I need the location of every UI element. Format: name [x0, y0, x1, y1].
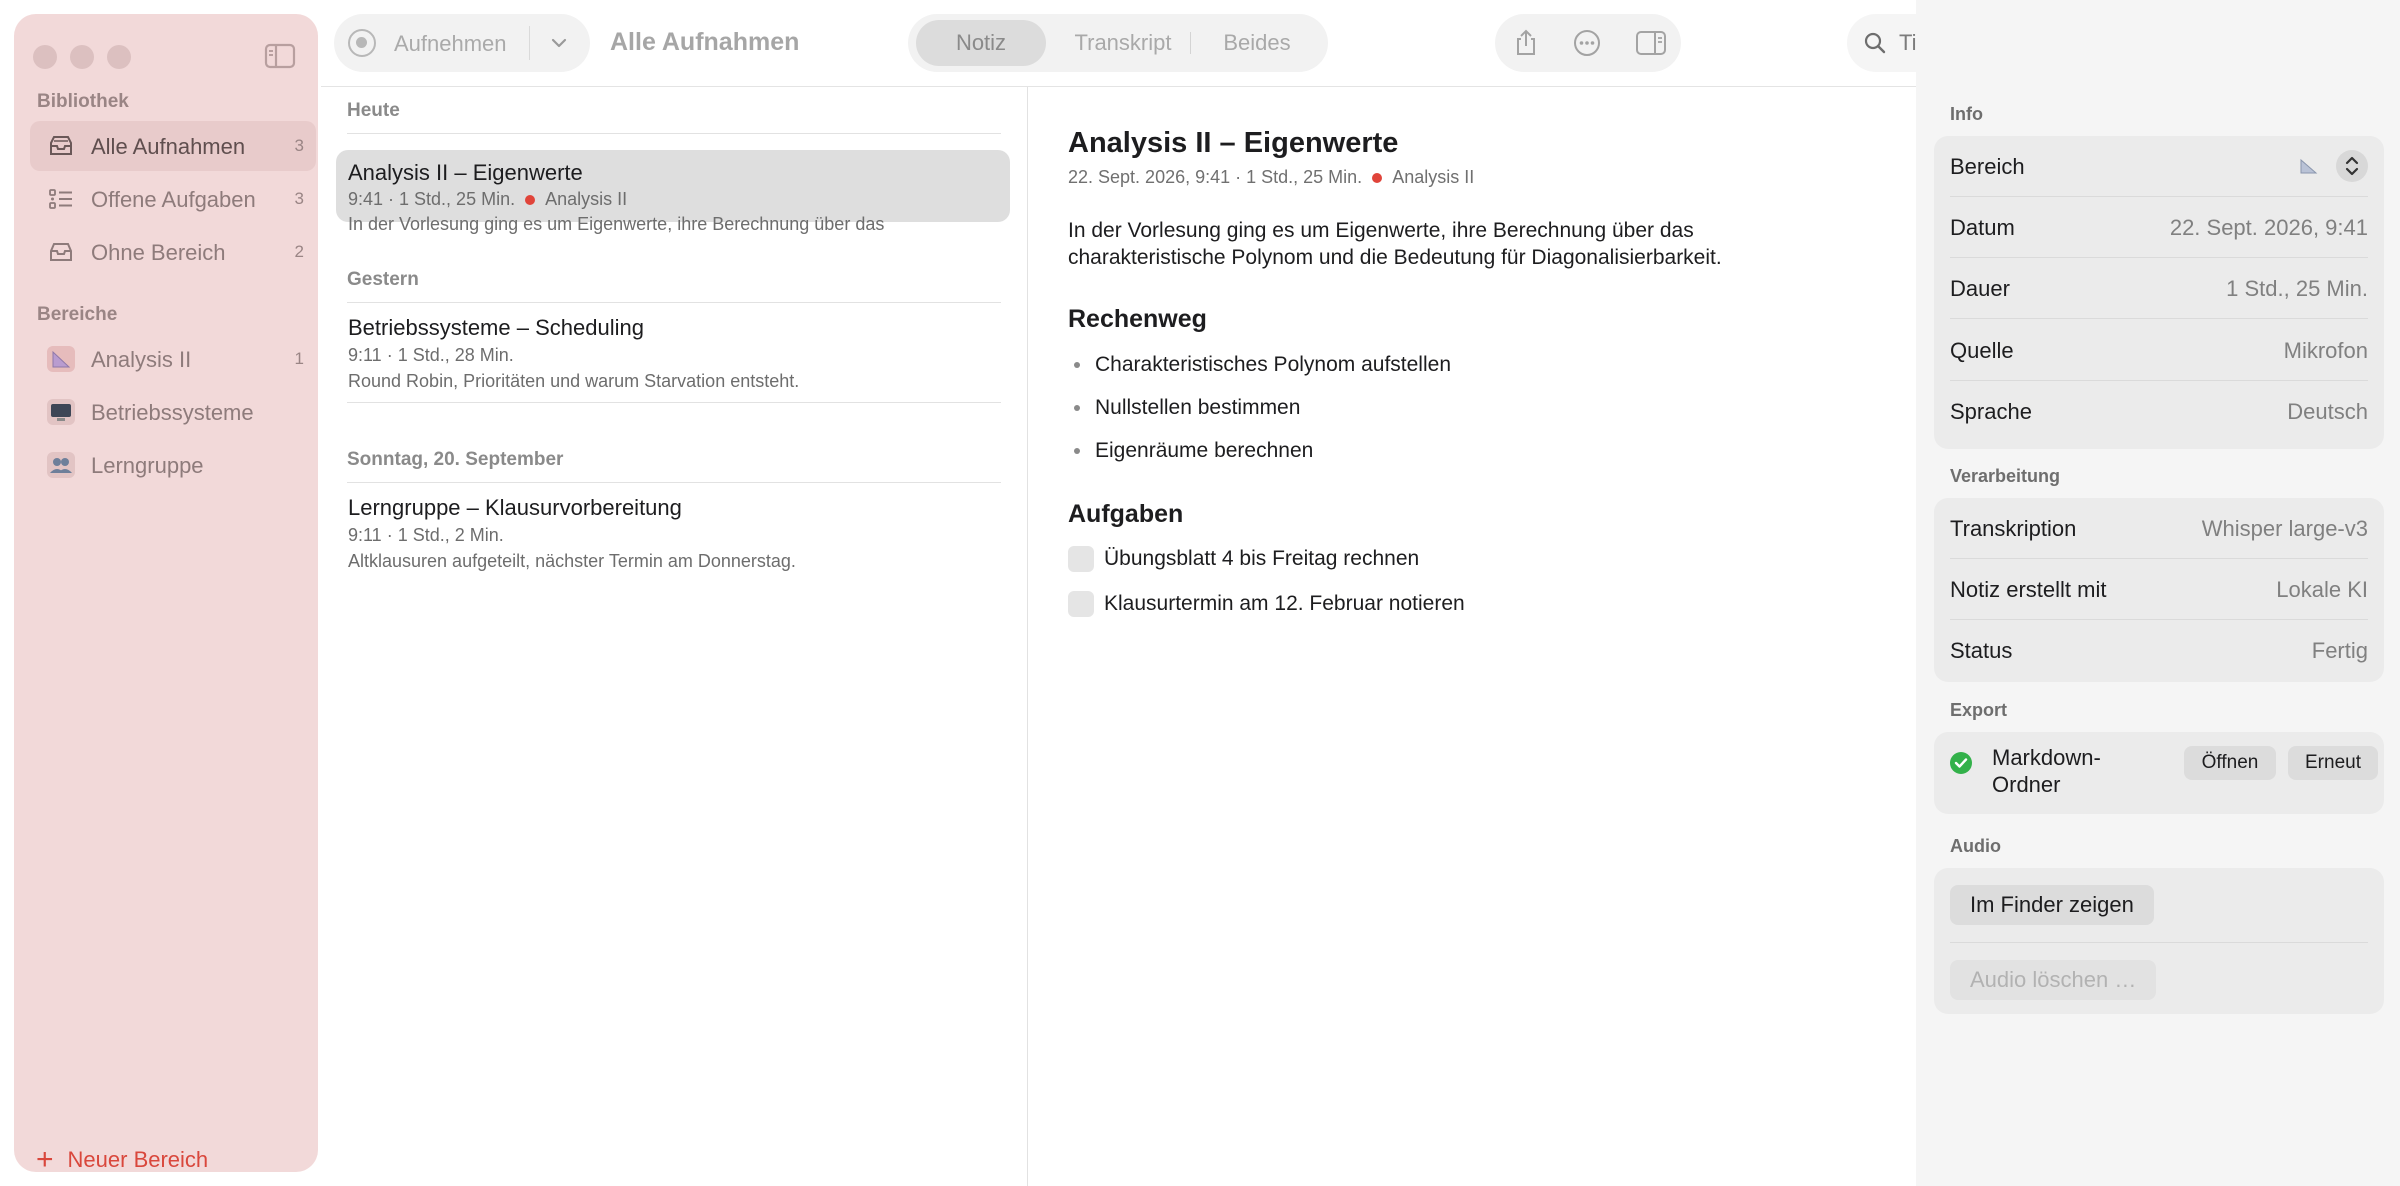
- divider: [1950, 942, 2368, 943]
- processing-value: Lokale KI: [2276, 577, 2368, 602]
- sidebar-item-label: Offene Aufgaben: [91, 187, 256, 212]
- note-detail: [1028, 87, 1916, 1186]
- sidebar-item-label: Analysis II: [91, 347, 192, 372]
- export-target-label: Markdown-Ordner: [1992, 745, 2101, 797]
- info-row-area: [1950, 136, 2368, 197]
- show-in-finder-button[interactable]: Im Finder zeigen: [1950, 885, 2154, 925]
- note-title: Analysis II – Eigenwerte: [1068, 127, 1399, 159]
- new-area-button[interactable]: [36, 1143, 209, 1176]
- info-row-date: [1950, 197, 2368, 258]
- sidebar-item-all-recordings[interactable]: [30, 121, 316, 171]
- info-value: 1 Std., 25 Min.: [2226, 276, 2368, 301]
- area-picker-stepper[interactable]: [2336, 150, 2368, 182]
- triangle-ruler-icon: [2298, 156, 2320, 176]
- view-mode-segmented-control: [908, 14, 1328, 72]
- recording-meta: 9:11 · 1 Std., 28 Min.: [348, 345, 514, 365]
- list-item[interactable]: [336, 311, 1010, 399]
- sidebar-item-count: 3: [294, 189, 304, 208]
- info-key: Datum: [1950, 215, 2015, 240]
- chevron-down-icon[interactable]: [548, 32, 570, 54]
- processing-header: Verarbeitung: [1950, 466, 2061, 486]
- sidebar-item-betriebssysteme[interactable]: [30, 387, 316, 437]
- recording-meta: 9:11 · 1 Std., 2 Min.: [348, 525, 504, 545]
- sidebar-item-label: Betriebssysteme: [91, 400, 254, 425]
- close-window-button[interactable]: [33, 45, 57, 69]
- sidebar-toggle-icon[interactable]: [264, 42, 296, 70]
- divider: [347, 482, 1001, 483]
- export-header: Export: [1950, 700, 2008, 720]
- export-again-button[interactable]: Erneut: [2288, 746, 2378, 780]
- divider: [1950, 318, 2368, 319]
- info-row-duration: [1950, 258, 2368, 319]
- audio-header: Audio: [1950, 836, 2001, 856]
- sidebar-item-lerngruppe[interactable]: [30, 440, 316, 490]
- info-row-source: [1950, 320, 2368, 381]
- task-text: Übungsblatt 4 bis Freitag rechnen: [1104, 547, 1420, 570]
- recordings-list: [321, 87, 1027, 1186]
- bullet-text: Charakteristisches Polynom aufstellen: [1095, 353, 1451, 376]
- info-header: Info: [1950, 104, 1983, 124]
- zoom-window-button[interactable]: [107, 45, 131, 69]
- sidebar-item-analysis-ii[interactable]: [30, 334, 316, 384]
- info-row-language: [1950, 381, 2368, 442]
- share-icon[interactable]: [1511, 28, 1541, 58]
- sidebar-item-count: 3: [294, 136, 304, 155]
- checklist-icon: [48, 187, 74, 211]
- divider: [347, 302, 1001, 303]
- tray-icon: [48, 134, 74, 158]
- sidebar-item-count: 1: [294, 349, 304, 368]
- toolbar-actions: [1495, 14, 1681, 72]
- recording-time: 9:41 · 1 Std., 25 Min.: [348, 189, 516, 209]
- info-value: Mikrofon: [2283, 338, 2368, 363]
- divider: [529, 26, 530, 60]
- plus-icon: +: [36, 1143, 54, 1176]
- info-key: Sprache: [1950, 399, 2032, 424]
- record-label: Aufnehmen: [394, 31, 507, 56]
- note-body: In der Vorlesung ging es um Eigenwerte, ihre Berechnung über das charakteristische Polynom und die Bedeutung für Diagonalisierbarkeit.: [1068, 219, 1722, 269]
- processing-key: Transkription: [1950, 516, 2077, 541]
- library-header: Bibliothek: [37, 91, 129, 112]
- computer-icon: [48, 400, 74, 424]
- recording-title: Betriebssysteme – Scheduling: [348, 315, 644, 340]
- sidebar-item-count: 2: [294, 242, 304, 261]
- processing-row: [1950, 498, 2368, 559]
- group-header: Sonntag, 20. September: [347, 449, 564, 470]
- sidebar-item-label: Alle Aufnahmen: [91, 134, 246, 159]
- sidebar-item-label: Ohne Bereich: [91, 240, 226, 265]
- info-key: Bereich: [1950, 154, 2025, 179]
- task-item: [1068, 546, 1419, 572]
- processing-key: Status: [1950, 638, 2013, 663]
- task-text: Klausurtermin am 12. Februar notieren: [1104, 592, 1465, 615]
- note-meta: [1068, 167, 1474, 188]
- recording-area: Analysis II: [545, 189, 628, 209]
- bullet-dot: [1074, 362, 1080, 368]
- processing-row: [1950, 620, 2368, 681]
- note-date: 22. Sept. 2026, 9:41 · 1 Std., 25 Min.: [1068, 167, 1363, 187]
- task-checkbox[interactable]: [1068, 591, 1094, 617]
- processing-row: [1950, 559, 2368, 620]
- info-key: Dauer: [1950, 276, 2010, 301]
- recording-meta: [348, 189, 627, 210]
- info-card: [1934, 136, 2384, 449]
- segment-transkript[interactable]: Transkript: [1074, 30, 1172, 55]
- processing-value: Whisper large-v3: [2201, 516, 2368, 541]
- recording-preview: Round Robin, Prioritäten und warum Starvation entsteht.: [348, 371, 800, 391]
- new-area-label: Neuer Bereich: [67, 1147, 209, 1172]
- list-item[interactable]: [336, 150, 1010, 234]
- recording-title: Lerngruppe – Klausurvorbereitung: [348, 495, 682, 520]
- bullet-item: [1068, 353, 1451, 377]
- section-heading: Aufgaben: [1068, 500, 1184, 528]
- processing-key: Notiz erstellt mit: [1950, 577, 2107, 602]
- sidebar-item-no-area[interactable]: [30, 227, 316, 277]
- divider: [347, 133, 1001, 134]
- checkmark-circle-icon: [1950, 752, 1972, 774]
- area-color-dot: [1372, 173, 1382, 183]
- export-open-button[interactable]: Öffnen: [2184, 746, 2276, 780]
- audio-card: [1934, 868, 2384, 1014]
- minimize-window-button[interactable]: [70, 45, 94, 69]
- processing-value: Fertig: [2311, 638, 2368, 663]
- bullet-text: Nullstellen bestimmen: [1095, 396, 1301, 419]
- record-button[interactable]: [334, 14, 528, 72]
- info-key: Quelle: [1950, 338, 2014, 363]
- bullet-item: [1068, 396, 1300, 420]
- list-item[interactable]: [336, 491, 1010, 579]
- delete-audio-button[interactable]: Audio löschen …: [1950, 960, 2156, 1000]
- recording-preview: Altklausuren aufgeteilt, nächster Termin am Donnerstag.: [348, 551, 796, 571]
- sidebar-item-label: Lerngruppe: [91, 453, 204, 478]
- more-options-icon[interactable]: [1572, 28, 1602, 58]
- sidebar: [14, 14, 318, 1176]
- areas-header: Bereiche: [37, 304, 118, 325]
- people-icon: [48, 453, 74, 477]
- divider: [347, 402, 1001, 403]
- group-header: Gestern: [347, 269, 419, 290]
- task-checkbox[interactable]: [1068, 546, 1094, 572]
- section-heading: Rechenweg: [1068, 305, 1207, 333]
- task-item: [1068, 591, 1465, 617]
- info-value: 22. Sept. 2026, 9:41: [2169, 215, 2368, 240]
- segment-beides[interactable]: Beides: [1223, 30, 1291, 55]
- search-icon: [1863, 31, 1887, 55]
- inspector-toggle-icon[interactable]: [1635, 28, 1665, 58]
- segment-notiz[interactable]: Notiz: [916, 20, 1046, 66]
- export-card: [1934, 732, 2384, 814]
- processing-card: [1934, 498, 2384, 682]
- divider: [1190, 32, 1191, 54]
- bullet-text: Eigenräume berechnen: [1095, 439, 1314, 462]
- recording-title: Analysis II – Eigenwerte: [348, 160, 583, 185]
- inbox-icon: [48, 240, 74, 264]
- record-control: [334, 14, 590, 72]
- bullet-dot: [1074, 448, 1080, 454]
- triangle-ruler-icon: [48, 347, 74, 371]
- note-area: Analysis II: [1392, 167, 1475, 187]
- bullet-dot: [1074, 405, 1080, 411]
- area-color-dot: [525, 195, 535, 205]
- info-value: Deutsch: [2287, 399, 2368, 424]
- bullet-item: [1068, 439, 1313, 463]
- page-title: Alle Aufnahmen: [610, 28, 800, 56]
- record-icon: [348, 29, 376, 57]
- group-header: Heute: [347, 100, 400, 121]
- recording-preview: In der Vorlesung ging es um Eigenwerte, ihre Berechnung über das: [348, 214, 885, 234]
- sidebar-item-open-tasks[interactable]: [30, 174, 316, 224]
- inspector-panel: [1916, 0, 2400, 1186]
